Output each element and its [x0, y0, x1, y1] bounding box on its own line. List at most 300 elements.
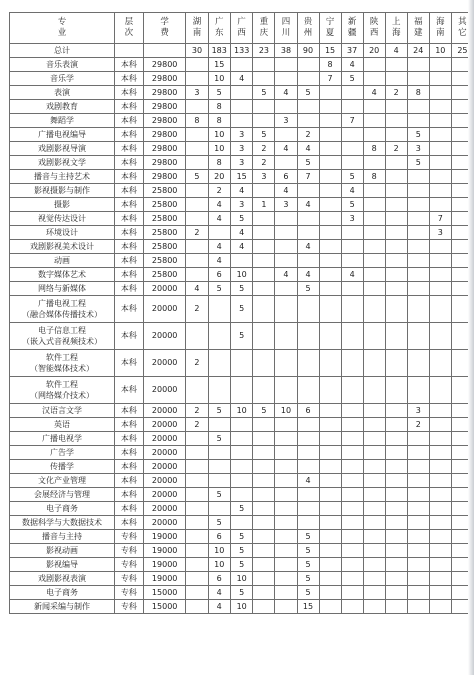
- table-row: [10, 212, 474, 226]
- major-name: 软件工程: [45, 353, 78, 362]
- quota-cell: [186, 377, 208, 404]
- quota-cell: [230, 254, 252, 268]
- quota-cell: 15: [297, 600, 319, 614]
- tuition-cell: 25800: [143, 254, 186, 268]
- level-cell: 本科: [114, 268, 143, 282]
- quota-cell: 5: [341, 198, 363, 212]
- quota-cell: 4: [208, 600, 230, 614]
- quota-cell: [385, 254, 407, 268]
- quota-cell: [363, 350, 385, 377]
- quota-cell: [429, 142, 451, 156]
- major-direction: （融合媒体传播技术）: [21, 310, 102, 319]
- quota-cell: [297, 350, 319, 377]
- quota-cell: [319, 268, 341, 282]
- quota-cell: [253, 446, 275, 460]
- quota-cell: 4: [186, 282, 208, 296]
- table-row: [10, 404, 474, 418]
- tuition-cell: 20000: [143, 446, 186, 460]
- quota-cell: 2: [186, 350, 208, 377]
- quota-cell: 7: [319, 72, 341, 86]
- header-major-text: 专业: [57, 17, 67, 38]
- quota-cell: [363, 600, 385, 614]
- quota-cell: 4: [275, 268, 297, 282]
- quota-cell: 8: [208, 100, 230, 114]
- table-row: [10, 142, 474, 156]
- quota-cell: [385, 516, 407, 530]
- quota-cell: 15: [208, 58, 230, 72]
- major-name-cell: 播音与主持: [10, 530, 115, 544]
- major-name-cell: 文化产业管理: [10, 474, 115, 488]
- quota-cell: [363, 446, 385, 460]
- quota-cell: [341, 128, 363, 142]
- quota-cell: [253, 72, 275, 86]
- quota-cell: [275, 558, 297, 572]
- quota-cell: [319, 350, 341, 377]
- quota-cell: 5: [297, 572, 319, 586]
- quota-cell: 4: [230, 226, 252, 240]
- quota-cell: [385, 72, 407, 86]
- level-cell: 专科: [114, 530, 143, 544]
- level-cell: 本科: [114, 296, 143, 323]
- quota-cell: [407, 58, 429, 72]
- tuition-cell: 15000: [143, 586, 186, 600]
- table-row: [10, 296, 474, 323]
- table-row: [10, 268, 474, 282]
- major-name-cell: 舞蹈学: [10, 114, 115, 128]
- quota-cell: [341, 296, 363, 323]
- quota-cell: [275, 254, 297, 268]
- level-cell: 专科: [114, 572, 143, 586]
- major-direction: （智能媒体技术）: [29, 364, 94, 373]
- province-label: 重庆: [259, 17, 269, 38]
- quota-cell: 1: [253, 198, 275, 212]
- quota-cell: [319, 502, 341, 516]
- tuition-cell: 20000: [143, 488, 186, 502]
- quota-cell: [230, 474, 252, 488]
- major-name-cell: 影视动画: [10, 544, 115, 558]
- major-name-cell: [10, 350, 115, 377]
- table-row: [10, 460, 474, 474]
- quota-cell: [363, 184, 385, 198]
- quota-cell: 5: [208, 488, 230, 502]
- quota-cell: 3: [230, 142, 252, 156]
- quota-cell: [341, 446, 363, 460]
- province-label: 广西: [237, 17, 246, 38]
- quota-cell: [186, 446, 208, 460]
- quota-cell: [341, 254, 363, 268]
- quota-cell: [253, 516, 275, 530]
- quota-cell: 6: [297, 404, 319, 418]
- quota-cell: 10: [208, 544, 230, 558]
- quota-cell: [186, 586, 208, 600]
- province-label: 新疆: [347, 17, 357, 38]
- quota-cell: [363, 377, 385, 404]
- quota-cell: 5: [253, 128, 275, 142]
- tuition-cell: 19000: [143, 544, 186, 558]
- quota-cell: [385, 170, 407, 184]
- major-direction: （嵌入式音视频技术）: [21, 337, 102, 346]
- quota-cell: [385, 296, 407, 323]
- quota-cell: 2: [186, 418, 208, 432]
- quota-cell: [407, 170, 429, 184]
- quota-cell: 4: [297, 198, 319, 212]
- quota-cell: 4: [297, 240, 319, 254]
- tuition-cell: 15000: [143, 600, 186, 614]
- quota-cell: [297, 72, 319, 86]
- quota-cell: [341, 156, 363, 170]
- level-cell: 本科: [114, 350, 143, 377]
- quota-cell: [275, 460, 297, 474]
- quota-cell: [429, 418, 451, 432]
- table-row: [10, 282, 474, 296]
- quota-cell: 5: [208, 404, 230, 418]
- quota-cell: 4: [341, 184, 363, 198]
- quota-cell: [429, 600, 451, 614]
- table-row: [10, 432, 474, 446]
- quota-cell: [186, 600, 208, 614]
- quota-cell: [319, 572, 341, 586]
- quota-cell: [385, 226, 407, 240]
- quota-cell: 15: [230, 170, 252, 184]
- table-row: [10, 100, 474, 114]
- quota-cell: [363, 282, 385, 296]
- quota-cell: [385, 156, 407, 170]
- quota-cell: [319, 282, 341, 296]
- quota-cell: [407, 184, 429, 198]
- quota-cell: [275, 72, 297, 86]
- quota-cell: [275, 488, 297, 502]
- quota-cell: [429, 446, 451, 460]
- quota-cell: 2: [186, 296, 208, 323]
- table-row: [10, 502, 474, 516]
- table-row: [10, 600, 474, 614]
- quota-cell: [275, 418, 297, 432]
- total-cell: 183: [208, 44, 230, 58]
- major-name-cell: 动画: [10, 254, 115, 268]
- quota-cell: [385, 558, 407, 572]
- quota-cell: [341, 350, 363, 377]
- quota-cell: 5: [297, 86, 319, 100]
- quota-cell: [275, 586, 297, 600]
- quota-cell: [319, 128, 341, 142]
- tuition-cell: 29800: [143, 72, 186, 86]
- quota-cell: [275, 432, 297, 446]
- quota-cell: 5: [230, 530, 252, 544]
- quota-cell: [407, 72, 429, 86]
- quota-cell: [319, 184, 341, 198]
- quota-cell: 5: [297, 558, 319, 572]
- quota-cell: [407, 432, 429, 446]
- quota-cell: [297, 418, 319, 432]
- quota-cell: [385, 432, 407, 446]
- quota-cell: [253, 350, 275, 377]
- table-row: [10, 377, 474, 404]
- major-name-cell: 英语: [10, 418, 115, 432]
- quota-cell: [319, 404, 341, 418]
- quota-cell: [297, 254, 319, 268]
- province-label: 上海: [391, 17, 401, 38]
- quota-cell: [385, 100, 407, 114]
- quota-cell: 5: [341, 170, 363, 184]
- quota-cell: [429, 474, 451, 488]
- quota-cell: [363, 58, 385, 72]
- quota-cell: [429, 184, 451, 198]
- major-name-cell: 影视编导: [10, 558, 115, 572]
- quota-cell: [407, 544, 429, 558]
- quota-cell: [407, 600, 429, 614]
- quota-cell: [208, 296, 230, 323]
- quota-cell: 2: [186, 404, 208, 418]
- major-name: 软件工程: [45, 380, 78, 389]
- quota-cell: 5: [208, 86, 230, 100]
- quota-cell: 4: [341, 58, 363, 72]
- quota-cell: [297, 377, 319, 404]
- level-cell: 本科: [114, 100, 143, 114]
- quota-cell: [429, 282, 451, 296]
- tuition-cell: 20000: [143, 432, 186, 446]
- total-cell: 24: [407, 44, 429, 58]
- quota-cell: [385, 586, 407, 600]
- quota-cell: [429, 404, 451, 418]
- quota-cell: [319, 254, 341, 268]
- quota-cell: [385, 268, 407, 282]
- major-name-cell: [10, 323, 115, 350]
- table-row: [10, 572, 474, 586]
- quota-cell: [275, 516, 297, 530]
- quota-cell: 4: [275, 184, 297, 198]
- quota-cell: 5: [230, 558, 252, 572]
- quota-cell: [319, 86, 341, 100]
- quota-cell: [385, 350, 407, 377]
- table-row: [10, 170, 474, 184]
- quota-cell: 8: [407, 86, 429, 100]
- major-name-cell: 会展经济与管理: [10, 488, 115, 502]
- level-cell: 本科: [114, 488, 143, 502]
- quota-cell: 8: [363, 142, 385, 156]
- quota-cell: [186, 128, 208, 142]
- header-major: [10, 13, 115, 44]
- table-row: [10, 72, 474, 86]
- quota-cell: 4: [297, 474, 319, 488]
- quota-cell: [429, 516, 451, 530]
- quota-cell: [186, 156, 208, 170]
- major-name-cell: [10, 377, 115, 404]
- table-row: [10, 488, 474, 502]
- quota-cell: [253, 432, 275, 446]
- quota-cell: [319, 530, 341, 544]
- quota-cell: [186, 212, 208, 226]
- quota-cell: [253, 586, 275, 600]
- quota-cell: [319, 558, 341, 572]
- quota-cell: 10: [230, 572, 252, 586]
- quota-cell: [429, 530, 451, 544]
- quota-cell: 4: [208, 254, 230, 268]
- quota-cell: 6: [208, 572, 230, 586]
- quota-cell: [363, 100, 385, 114]
- quota-cell: 4: [230, 72, 252, 86]
- quota-cell: [297, 100, 319, 114]
- tuition-cell: 29800: [143, 170, 186, 184]
- quota-cell: [186, 488, 208, 502]
- tuition-cell: 20000: [143, 418, 186, 432]
- quota-cell: 8: [208, 156, 230, 170]
- major-name-cell: 戏剧影视导演: [10, 142, 115, 156]
- quota-cell: [341, 460, 363, 474]
- table-row: [10, 474, 474, 488]
- quota-cell: [363, 72, 385, 86]
- quota-cell: 5: [297, 530, 319, 544]
- quota-cell: [253, 418, 275, 432]
- major-name-cell: 电子商务: [10, 586, 115, 600]
- quota-cell: [297, 226, 319, 240]
- quota-cell: [275, 544, 297, 558]
- quota-cell: [297, 446, 319, 460]
- quota-cell: 4: [275, 142, 297, 156]
- quota-cell: [341, 100, 363, 114]
- level-cell: 本科: [114, 114, 143, 128]
- quota-cell: [341, 586, 363, 600]
- quota-cell: [319, 446, 341, 460]
- quota-cell: 6: [208, 268, 230, 282]
- total-tuition: [143, 44, 186, 58]
- header-province: [363, 13, 385, 44]
- quota-cell: [407, 323, 429, 350]
- quota-cell: [297, 58, 319, 72]
- quota-cell: [385, 114, 407, 128]
- quota-cell: [385, 184, 407, 198]
- quota-cell: [230, 460, 252, 474]
- tuition-cell: 29800: [143, 100, 186, 114]
- quota-cell: 10: [208, 142, 230, 156]
- quota-cell: [297, 432, 319, 446]
- quota-cell: [208, 418, 230, 432]
- level-cell: 专科: [114, 586, 143, 600]
- quota-cell: 4: [341, 268, 363, 282]
- quota-cell: [230, 350, 252, 377]
- table-row: [10, 350, 474, 377]
- quota-cell: [363, 474, 385, 488]
- quota-cell: [363, 323, 385, 350]
- quota-cell: [429, 254, 451, 268]
- quota-cell: [341, 404, 363, 418]
- level-cell: 本科: [114, 128, 143, 142]
- quota-cell: [363, 268, 385, 282]
- quota-cell: [208, 474, 230, 488]
- major-name-cell: 环境设计: [10, 226, 115, 240]
- quota-cell: [363, 198, 385, 212]
- quota-cell: [341, 282, 363, 296]
- quota-cell: [363, 418, 385, 432]
- quota-cell: [297, 114, 319, 128]
- tuition-cell: 19000: [143, 530, 186, 544]
- quota-cell: [429, 268, 451, 282]
- quota-cell: [208, 377, 230, 404]
- quota-cell: [253, 240, 275, 254]
- quota-cell: [186, 544, 208, 558]
- tuition-cell: 29800: [143, 128, 186, 142]
- header-province: [429, 13, 451, 44]
- quota-cell: 3: [407, 404, 429, 418]
- quota-cell: [275, 240, 297, 254]
- major-name-cell: 播音与主持艺术: [10, 170, 115, 184]
- table-row: [10, 254, 474, 268]
- quota-cell: 5: [230, 323, 252, 350]
- table-row: [10, 418, 474, 432]
- level-cell: 本科: [114, 446, 143, 460]
- quota-cell: [253, 268, 275, 282]
- quota-cell: [319, 544, 341, 558]
- quota-cell: 10: [230, 268, 252, 282]
- quota-cell: [407, 586, 429, 600]
- level-cell: 本科: [114, 142, 143, 156]
- quota-cell: [341, 226, 363, 240]
- quota-cell: [363, 254, 385, 268]
- header-level: [114, 13, 143, 44]
- quota-cell: [429, 377, 451, 404]
- quota-cell: [275, 446, 297, 460]
- major-name-cell: 戏剧影视美术设计: [10, 240, 115, 254]
- quota-cell: [429, 198, 451, 212]
- quota-cell: [253, 377, 275, 404]
- quota-cell: [407, 114, 429, 128]
- quota-cell: [208, 350, 230, 377]
- quota-cell: [186, 432, 208, 446]
- level-cell: 本科: [114, 432, 143, 446]
- tuition-cell: 25800: [143, 198, 186, 212]
- quota-cell: [253, 488, 275, 502]
- quota-cell: [363, 572, 385, 586]
- quota-cell: [186, 558, 208, 572]
- quota-cell: [363, 432, 385, 446]
- level-cell: 本科: [114, 502, 143, 516]
- quota-cell: [297, 516, 319, 530]
- major-name-cell: 数字媒体艺术: [10, 268, 115, 282]
- quota-cell: [297, 296, 319, 323]
- quota-cell: [275, 350, 297, 377]
- quota-cell: [186, 198, 208, 212]
- quota-cell: 10: [230, 600, 252, 614]
- quota-cell: [230, 114, 252, 128]
- quota-cell: [319, 432, 341, 446]
- quota-cell: [429, 58, 451, 72]
- level-cell: 本科: [114, 418, 143, 432]
- quota-cell: [186, 184, 208, 198]
- quota-cell: [407, 460, 429, 474]
- table-row: [10, 323, 474, 350]
- quota-cell: [429, 502, 451, 516]
- quota-cell: [363, 530, 385, 544]
- province-label: 海南: [436, 17, 445, 38]
- level-cell: 本科: [114, 212, 143, 226]
- total-cell: 90: [297, 44, 319, 58]
- quota-cell: [363, 502, 385, 516]
- major-name-cell: 广播电视编导: [10, 128, 115, 142]
- tuition-cell: 20000: [143, 516, 186, 530]
- quota-cell: [407, 502, 429, 516]
- quota-cell: 5: [230, 282, 252, 296]
- quota-cell: 4: [297, 142, 319, 156]
- quota-cell: 8: [319, 58, 341, 72]
- quota-cell: 4: [208, 586, 230, 600]
- quota-cell: 4: [275, 86, 297, 100]
- level-cell: 本科: [114, 474, 143, 488]
- quota-cell: [297, 460, 319, 474]
- major-name-cell: 视觉传达设计: [10, 212, 115, 226]
- quota-cell: [429, 128, 451, 142]
- quota-cell: 2: [253, 156, 275, 170]
- level-cell: 专科: [114, 544, 143, 558]
- quota-cell: [407, 488, 429, 502]
